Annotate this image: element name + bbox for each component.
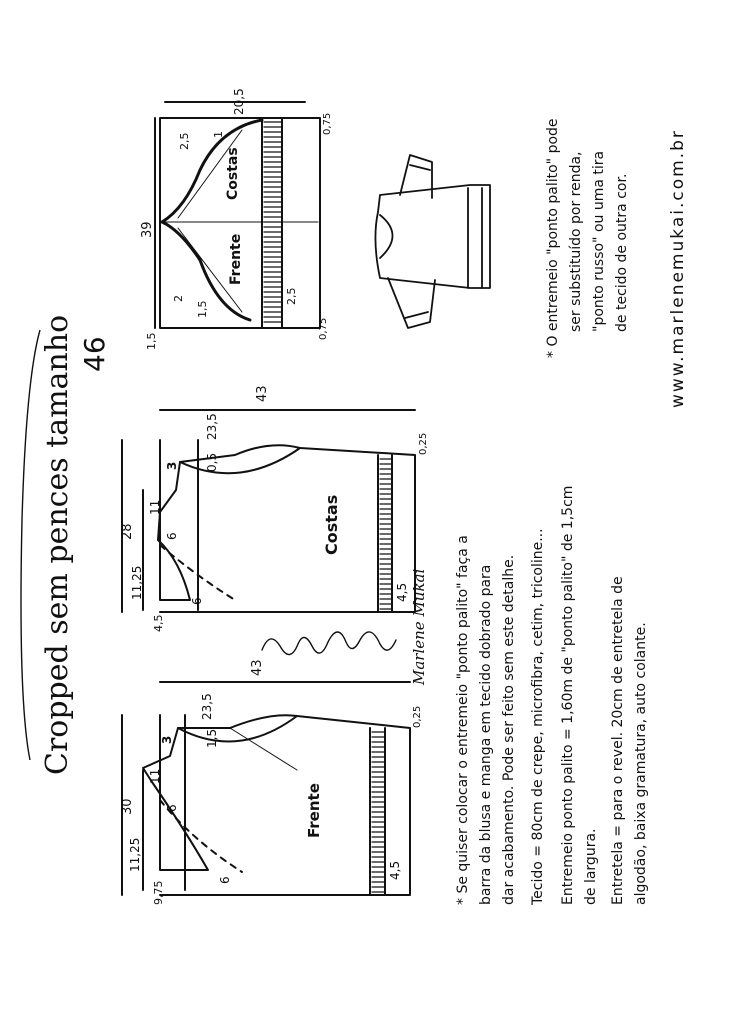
garment-sleeve-band-bottom xyxy=(405,312,428,318)
sleeve-dim-cap-front: 2 xyxy=(172,295,185,302)
sleeve-dim-left-edge: 1,5 xyxy=(145,332,158,350)
sleeve-cap-curve xyxy=(162,120,262,320)
front-dim-width-top: 30 xyxy=(120,798,135,815)
front-hem-hatching xyxy=(372,732,384,892)
front-bodice-pattern xyxy=(122,682,410,895)
back-dim-hem-band: 4,5 xyxy=(395,582,409,602)
sleeve-label-front: Frente xyxy=(228,233,244,285)
note-1a: * Se quiser colocar o entremeio "ponto palito" faça a xyxy=(455,535,471,905)
back-outline xyxy=(158,440,415,612)
front-dim-shoulder-slope: 3 xyxy=(160,735,174,744)
garment-sleeve-bottom xyxy=(388,278,435,328)
title-bracket xyxy=(21,330,40,760)
sleeve-dim-cap-back: 2,5 xyxy=(178,132,191,150)
signature-text: Marlene Mukai xyxy=(410,568,428,685)
back-dim-shoulder-slope: 3 xyxy=(165,461,179,470)
back-dim-width: 23,5 xyxy=(205,413,219,440)
back-bodice-pattern xyxy=(122,410,415,612)
back-dim-neck-width: 11,25 xyxy=(130,565,144,600)
back-dim-neck-drop: 4,5 xyxy=(152,614,165,632)
sleeve-dim-length: 20,5 xyxy=(232,88,246,115)
note-2: Tecido = 80cm de crepe, microfibra, cetim, tricoline... xyxy=(530,528,546,905)
note-right-3: "ponto russo" ou uma tira xyxy=(591,150,607,332)
back-dim-hem-end: 0,25 xyxy=(418,432,429,455)
back-label: Costas xyxy=(322,494,341,555)
sleeve-hem-hatching xyxy=(264,122,281,322)
back-dim-neck-depth: 6 xyxy=(190,597,204,605)
note-3a: Entremeio ponto palito = 1,60m de "ponto palito" de 1,5cm xyxy=(560,485,576,905)
front-dim-length: 43 xyxy=(250,659,265,676)
back-dim-inner-six: 6 xyxy=(165,532,179,540)
back-dim-armhole: 0,5 xyxy=(205,452,219,472)
front-dim-width: 23,5 xyxy=(200,693,214,720)
sleeve-dim-cap-b: 1 xyxy=(212,131,225,138)
front-dim-hem-band: 4,5 xyxy=(388,860,402,880)
sleeve-dim-band: 2,5 xyxy=(285,287,298,305)
note-4b: algodão, baixa gramatura, auto colante. xyxy=(633,622,649,905)
sleeve-dim-cap-f: 1,5 xyxy=(196,300,209,318)
note-4a: Entretela = para o revel. 20cm de entretela de xyxy=(610,576,626,905)
front-dim-neck-drop: 9,75 xyxy=(152,880,165,905)
front-dim-shoulder-len: 11 xyxy=(148,768,162,784)
garment-sketch xyxy=(375,155,490,328)
sleeve-dim-width: 39 xyxy=(140,221,155,238)
size-label: 46 xyxy=(78,336,111,372)
sleeve-dim-hem-top: 0,75 xyxy=(322,112,333,135)
back-dim-shoulder-len: 11 xyxy=(148,499,162,515)
front-dim-armhole: 1,5 xyxy=(205,728,219,748)
note-3b: de largura. xyxy=(583,828,599,905)
signature-scribble xyxy=(262,632,396,655)
note-right-1: * O entremeio "ponto palito" pode xyxy=(545,118,561,358)
website-url: www.marlenemukai.com.br xyxy=(668,129,688,408)
note-1c: dar acabamento. Pode ser feito sem este detalhe. xyxy=(501,554,517,905)
sleeve-dim-hem-bottom: 0,75 xyxy=(318,317,329,340)
front-dim-hem-end: 0,25 xyxy=(412,705,423,728)
garment-sleeve-band-top xyxy=(410,165,430,170)
note-1b: barra da blusa e manga em tecido dobrado para xyxy=(478,564,494,905)
front-dim-inner-six: 6 xyxy=(165,804,179,812)
front-dim-neck-width: 11,25 xyxy=(128,837,142,872)
note-right-2: ser substituído por renda, xyxy=(568,151,584,332)
garment-neckline xyxy=(380,215,393,258)
note-right-4: de tecido de outra cor. xyxy=(614,173,630,332)
front-dim-neck-depth: 6 xyxy=(218,876,232,884)
back-hem-hatching xyxy=(380,459,391,609)
page-title: Cropped sem pences tamanho xyxy=(40,314,75,775)
back-dim-width-top: 28 xyxy=(120,523,135,540)
front-label: Frente xyxy=(305,783,323,838)
back-dim-length: 43 xyxy=(255,385,270,402)
sleeve-label-back: Costas xyxy=(225,147,241,200)
